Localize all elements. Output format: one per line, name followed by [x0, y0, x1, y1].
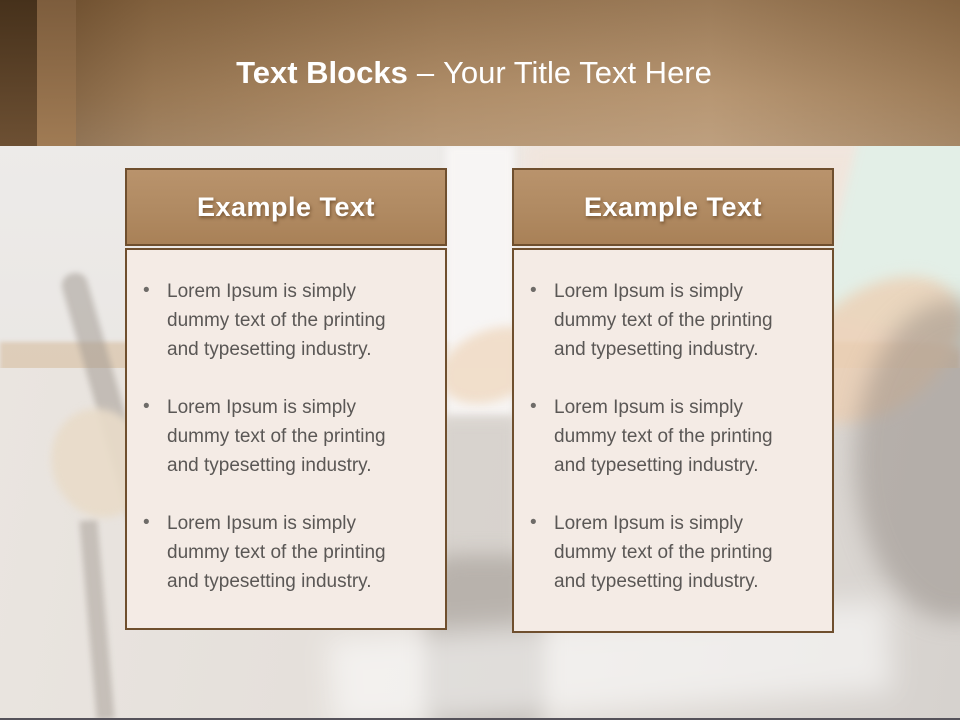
card-header-label: Example Text — [583, 191, 763, 222]
bullet-item — [514, 509, 832, 596]
card-header — [125, 168, 447, 246]
bullet-item — [514, 277, 832, 364]
bullet-text: Lorem Ipsum is simply dummy text of the printing and typesetting industry. — [554, 397, 773, 476]
slide-title — [0, 0, 954, 146]
bullet-list — [514, 277, 832, 596]
card-header-label: Example Text — [196, 191, 376, 222]
slide-title-separator: – — [416, 55, 435, 90]
bullet-item — [127, 393, 445, 480]
title-band — [0, 0, 960, 146]
bullet-marker: • — [530, 512, 537, 533]
card-body — [512, 248, 834, 633]
bullet-marker: • — [530, 280, 537, 301]
bullet-list — [127, 277, 445, 596]
slide-title-emphasis: Text Blocks — [236, 55, 408, 90]
bullet-text: Lorem Ipsum is simply dummy text of the printing and typesetting industry. — [554, 513, 773, 592]
bullet-item — [127, 509, 445, 596]
bullet-marker: • — [143, 512, 150, 533]
text-block-card-right — [512, 168, 834, 633]
slide-title-rest: Your Title Text Here — [443, 55, 712, 90]
bullet-marker: • — [530, 396, 537, 417]
card-header — [512, 168, 834, 246]
bullet-marker: • — [143, 396, 150, 417]
bullet-marker: • — [143, 280, 150, 301]
bullet-text: Lorem Ipsum is simply dummy text of the printing and typesetting industry. — [167, 513, 386, 592]
card-body — [125, 248, 447, 630]
bullet-text: Lorem Ipsum is simply dummy text of the printing and typesetting industry. — [167, 281, 386, 360]
bullet-text: Lorem Ipsum is simply dummy text of the printing and typesetting industry. — [554, 281, 773, 360]
bullet-item — [127, 277, 445, 364]
text-block-card-left — [125, 168, 447, 630]
bullet-text: Lorem Ipsum is simply dummy text of the printing and typesetting industry. — [167, 397, 386, 476]
bullet-item — [514, 393, 832, 480]
